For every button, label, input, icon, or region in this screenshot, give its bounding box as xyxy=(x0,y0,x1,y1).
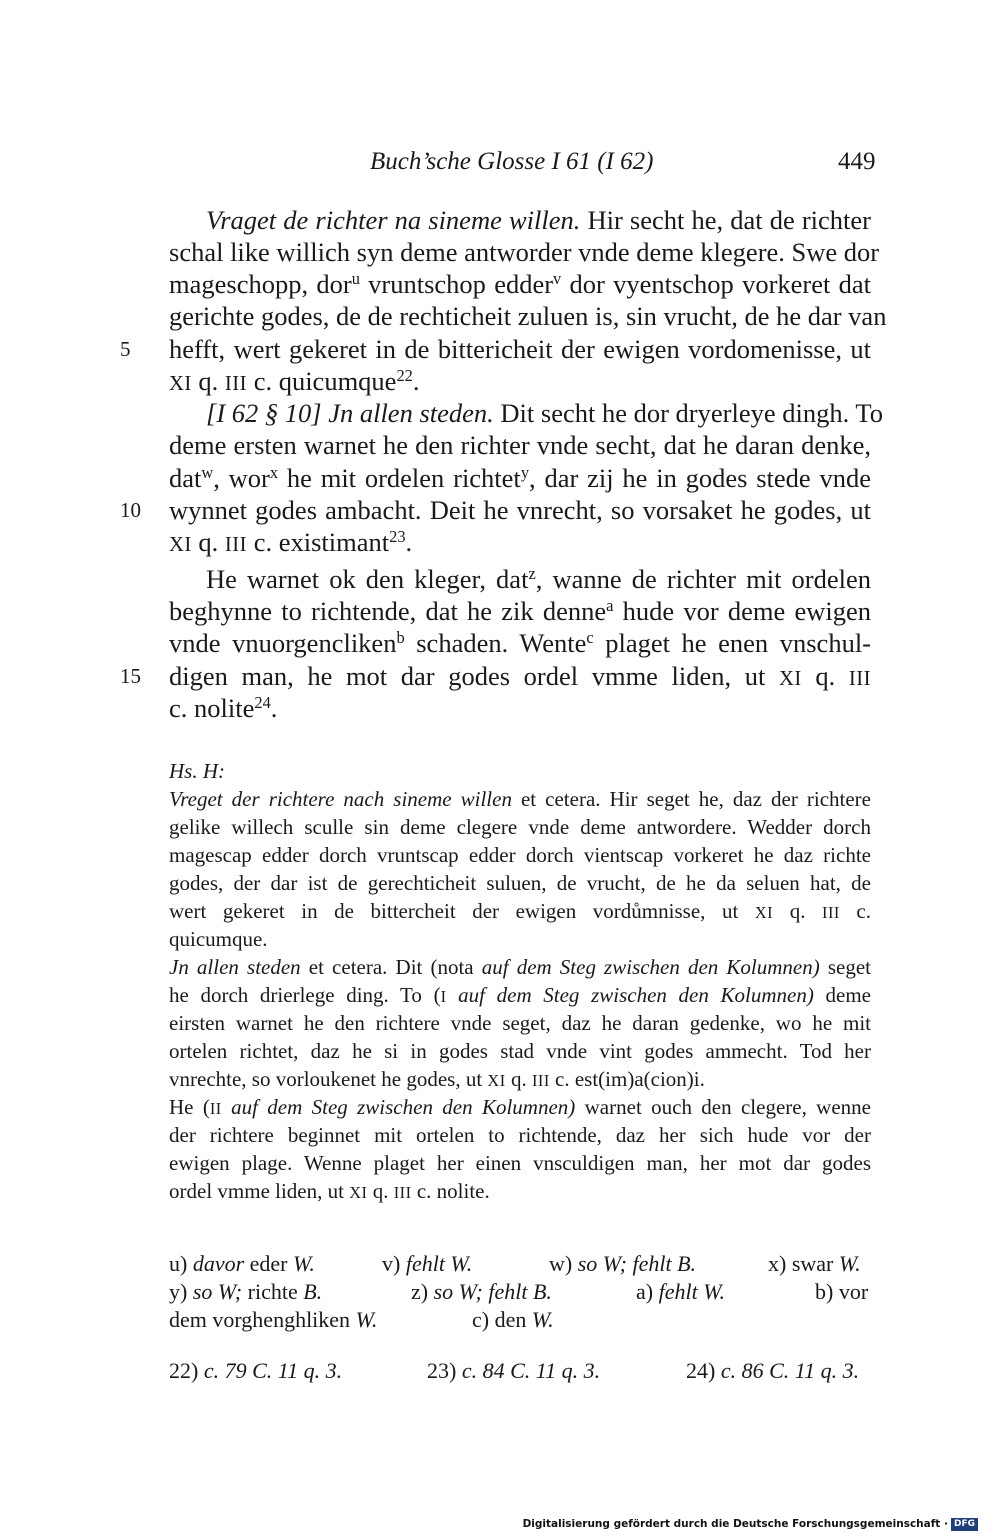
text-line: XI q. III c. existimant$^{23}$. xyxy=(169,526,413,557)
variant-line: Jn allen steden et cetera. Dit (nota auf dem Steg zwischen den Kolumnen) seget xyxy=(169,955,872,979)
text-line: vnde vnuorgencliken$^b$ schaden. Wente$^c$ plaget he enen vnschul- xyxy=(169,627,872,658)
line-number: 15 xyxy=(120,664,141,688)
text-line: mageschopp, dor$^u$ vruntschop edder$^v$ dor vyentschop vorkeret dat xyxy=(169,268,871,299)
apparatus-note: u) davor eder W. xyxy=(169,1251,315,1276)
text-line: hefft, wert gekeret in de bittericheit der ewigen vordomenisse, ut xyxy=(169,334,871,364)
text-line: He warnet ok den kleger, dat$^z$, wanne de richter mit ordelen xyxy=(206,563,871,594)
variant-line: vnrechte, so vorloukenet he godes, ut XI q. III c. est(im)a(cion)i. xyxy=(169,1067,705,1091)
variant-line: magescap edder dorch vruntscap edder dorch vientscap vorkeret he daz richte xyxy=(169,843,871,867)
text-line: dat$^w$, wor$^x$ he mit ordelen richtet$^y$, dar zij he in godes stede vnde xyxy=(169,462,872,493)
page-header xyxy=(0,148,1000,188)
source-note: 22) c. 79 C. 11 q. 3. xyxy=(169,1358,343,1383)
variant-line: ordel vmme liden, ut XI q. III c. nolite. xyxy=(169,1179,490,1203)
text-line: Vraget de richter na sineme willen. Hir secht he, dat de richter xyxy=(206,205,871,235)
variant-line: ortelen richtet, daz he si in godes stad vnde vint godes ammecht. Tod her xyxy=(169,1039,871,1063)
apparatus-note: dem vorghenghliken W. xyxy=(169,1307,378,1332)
text-line: schal like willich syn deme antworder vnde deme klegere. Swe dor xyxy=(169,237,880,267)
apparatus-note: b) vor xyxy=(815,1279,869,1304)
credit-text: Digitalisierung gefördert durch die Deutsche Forschungsgemeinschaft · xyxy=(522,1518,948,1530)
apparatus-note: c) den W. xyxy=(472,1307,554,1332)
variant-label: Hs. H: xyxy=(169,759,225,783)
digitization-credit xyxy=(523,1517,978,1531)
text-line: XI q. III c. quicumque$^{22}$. xyxy=(169,365,420,396)
text-line: wynnet godes ambacht. Deit he vnrecht, so vorsaket he godes, ut xyxy=(169,495,871,525)
dfg-logo: DFG xyxy=(951,1518,978,1531)
text-line: deme ersten warnet he den richter vnde secht, dat he daran denke, xyxy=(169,430,871,460)
variant-line: der richtere beginnet mit ortelen to richtende, daz her sich hude vor der xyxy=(169,1123,871,1147)
text-line: beghynne to richtende, dat he zik denne$^a$ hude vor deme ewigen xyxy=(169,595,871,626)
variant-line: eirsten warnet he den richtere vnde seget, daz he daran gedenke, wo he mit xyxy=(169,1011,871,1035)
text-line: gerichte godes, de de rechticheit zuluen is, sin vrucht, de he dar van xyxy=(169,301,887,331)
apparatus-note: y) so W; richte B. xyxy=(169,1279,323,1304)
variant-line: gelike willech sculle sin deme clegere vnde deme antwordere. Wedder dorch xyxy=(169,815,871,839)
text-line: digen man, he mot dar godes ordel vmme liden, ut XI q. III xyxy=(169,661,872,691)
line-number: 5 xyxy=(120,337,131,361)
apparatus-note: v) fehlt W. xyxy=(382,1251,473,1276)
page-number: 449 xyxy=(838,148,876,175)
apparatus-note: x) swar W. xyxy=(768,1251,861,1276)
variant-line: He (II auf dem Steg zwischen den Kolumnen) warnet ouch den clegere, wenne xyxy=(169,1095,871,1119)
variant-line: godes, der dar ist de gerechticheit suluen, de vrucht, de he da seluen hat, de xyxy=(169,871,871,895)
apparatus-note: a) fehlt W. xyxy=(636,1279,726,1304)
running-title: Buch’sche Glosse I 61 (I 62) xyxy=(370,148,654,175)
variant-line: Vreget der richtere nach sineme willen et cetera. Hir seget he, daz der richtere xyxy=(169,787,871,811)
variant-line: ewigen plage. Wenne plaget her einen vnsculdigen man, her mot dar godes xyxy=(169,1151,871,1175)
source-note: 23) c. 84 C. 11 q. 3. xyxy=(427,1358,601,1383)
variant-line: wert gekeret in de bittercheit der ewigen vordůmnisse, ut XI q. III c. xyxy=(169,899,871,923)
variant-line: quicumque. xyxy=(169,927,268,951)
apparatus-note: z) so W; fehlt B. xyxy=(411,1279,552,1304)
line-number: 10 xyxy=(120,498,141,522)
variant-line: he dorch drierlege ding. To (I auf dem Steg zwischen den Kolumnen) deme xyxy=(169,983,871,1007)
text-line: c. nolite$^{24}$. xyxy=(169,692,278,723)
text-line: [I 62 § 10] Jn allen steden. Dit secht he dor dryerleye dingh. To xyxy=(206,398,883,428)
apparatus-note: w) so W; fehlt B. xyxy=(549,1251,697,1276)
source-note: 24) c. 86 C. 11 q. 3. xyxy=(686,1358,860,1383)
